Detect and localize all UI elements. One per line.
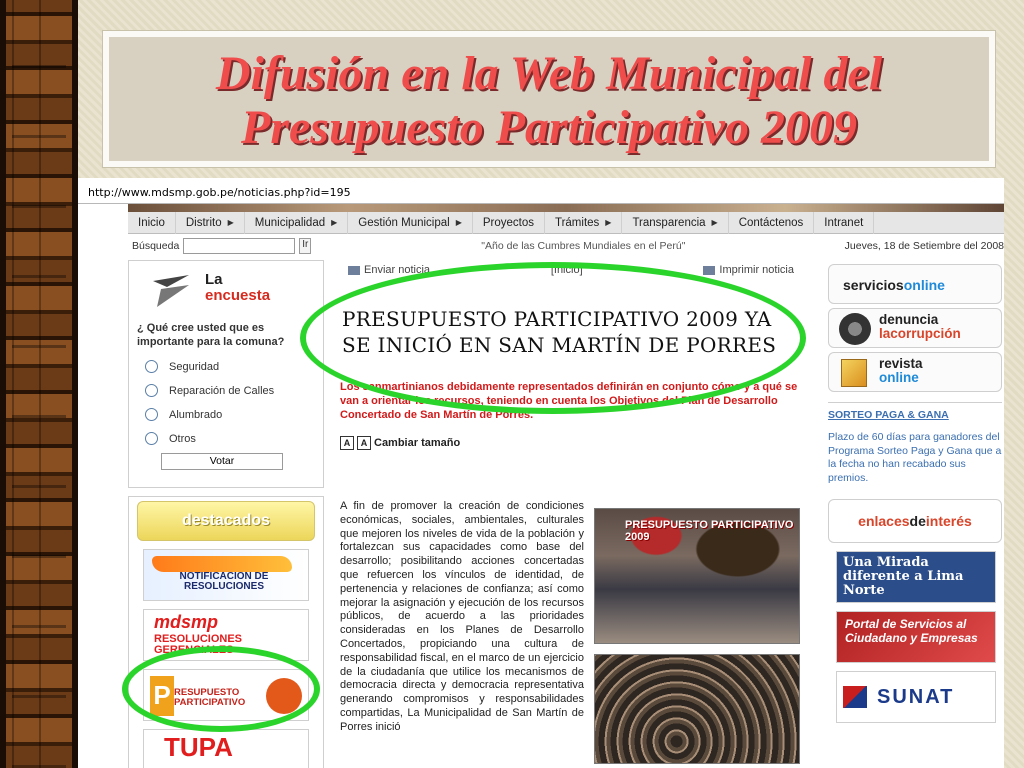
current-date: Jueves, 18 de Setiembre del 2008 bbox=[844, 240, 1004, 252]
poll-logo-line1: La bbox=[205, 271, 223, 288]
swoosh-decoration bbox=[152, 556, 292, 572]
poll-box bbox=[128, 260, 324, 488]
poll-option-label: Otros bbox=[169, 432, 196, 445]
slide-title-line2: Presupuesto Participativo 2009 bbox=[241, 101, 857, 154]
poll-question: ¿ Qué cree usted que es importante para la comuna? bbox=[137, 322, 285, 348]
lima-norte-text: Una Mirada diferente a Lima Norte bbox=[843, 555, 964, 598]
title-banner bbox=[102, 30, 996, 168]
submenu-arrow-icon: ▶ bbox=[227, 218, 234, 227]
sorteo-text: Plazo de 60 días para ganadores del Programa Sorteo Paga y Gana que a la fecha no han recabado sus premios. bbox=[828, 431, 1002, 484]
poll-option[interactable] bbox=[145, 432, 315, 445]
decorative-wood-strip bbox=[0, 0, 78, 768]
envelope-icon bbox=[348, 266, 360, 275]
tupa-banner-title: TUPA bbox=[164, 732, 233, 762]
notificacion-banner-text: NOTIFICACION DE RESOLUCIONES bbox=[179, 571, 269, 592]
poll-option-label: Reparación de Calles bbox=[169, 384, 275, 397]
notificacion-banner[interactable] bbox=[143, 549, 309, 601]
nav-item-3[interactable] bbox=[348, 212, 473, 234]
nav-item-5[interactable] bbox=[545, 212, 622, 234]
poll-option[interactable] bbox=[145, 360, 315, 373]
presupuesto-banner-letter: P bbox=[150, 676, 174, 716]
sunat-logo-icon bbox=[843, 686, 867, 708]
submenu-arrow-icon: ▶ bbox=[711, 218, 718, 227]
tupa-banner[interactable] bbox=[143, 729, 309, 768]
sunat-link[interactable] bbox=[836, 671, 996, 723]
denuncia-label: denuncia bbox=[879, 312, 939, 327]
vote-button[interactable]: Votar bbox=[161, 453, 283, 470]
nav-item-label: Intranet bbox=[824, 216, 864, 229]
printer-icon bbox=[703, 266, 715, 275]
event-photo-1 bbox=[594, 508, 800, 644]
text-larger-icon[interactable]: A bbox=[357, 436, 371, 450]
send-news-label: Enviar noticia bbox=[364, 264, 431, 276]
servicios-online-label: serviciosonline bbox=[843, 277, 945, 293]
revista-label: revista bbox=[879, 356, 923, 371]
nav-item-0[interactable] bbox=[128, 212, 176, 234]
sorteo-title[interactable]: SORTEO PAGA & GANA bbox=[828, 409, 949, 421]
home-link[interactable]: [Inicio] bbox=[550, 264, 583, 276]
slide-title bbox=[109, 47, 989, 155]
enlaces-header: enlacesdeinterés bbox=[828, 499, 1002, 543]
address-bar[interactable]: http://www.mdsmp.gob.pe/noticias.php?id=195 bbox=[78, 178, 1004, 204]
text-size-control bbox=[340, 436, 802, 450]
poll-logo-line2: encuesta bbox=[205, 287, 271, 304]
poll-option[interactable] bbox=[145, 408, 315, 421]
presupuesto-banner-text: RESUPUESTO PARTICIPATIVO bbox=[174, 687, 246, 708]
main-nav bbox=[128, 212, 1004, 234]
event-photo-1-caption: PRESUPUESTO PARTICIPATIVO 2009 bbox=[625, 519, 794, 543]
search-label: Búsqueda bbox=[132, 240, 180, 252]
radio-button[interactable] bbox=[145, 408, 158, 421]
nav-item-label: Municipalidad bbox=[254, 216, 326, 229]
sorteo-box bbox=[828, 402, 1002, 485]
right-column bbox=[820, 260, 1004, 723]
magazine-icon bbox=[841, 359, 867, 387]
nav-item-label: Transparencia bbox=[632, 216, 706, 229]
submenu-arrow-icon: ▶ bbox=[331, 218, 338, 227]
nav-item-label: Contáctenos bbox=[738, 216, 804, 229]
corrupcion-label: lacorrupción bbox=[879, 326, 961, 341]
poll-option-label: Alumbrado bbox=[169, 408, 223, 421]
denuncia-corrupcion-button[interactable] bbox=[828, 308, 1002, 348]
poll-logo bbox=[137, 267, 315, 315]
article-headline: PRESUPUESTO PARTICIPATIVO 2009 YA SE INICIÓ EN SAN MARTÍN DE PORRES bbox=[342, 307, 777, 357]
poll-swoosh-icon bbox=[149, 273, 199, 309]
text-size-label: Cambiar tamaño bbox=[374, 437, 461, 449]
revista-online-button[interactable] bbox=[828, 352, 1002, 392]
nav-item-7[interactable] bbox=[729, 212, 815, 234]
radio-button[interactable] bbox=[145, 360, 158, 373]
sunat-text: SUNAT bbox=[877, 686, 955, 708]
portal-servicios-text: Portal de Servicios al Ciudadano y Empresas bbox=[845, 617, 978, 645]
year-motto: "Año de las Cumbres Mundiales en el Perú" bbox=[481, 240, 686, 252]
article-body: A fin de promover la creación de condiciones económicas, sociales, ambientales, culturales que mejoren los niveles de vida de la población y fortalezcan sus capacidades como base del desarrollo; posibilitando acciones concertadas que refuercen los vínculos de identidad, de pertenencia y relaciones de confianza; así como mejorar la asignación y ejecución de los recursos públicos, de acuerdo a las prioridades consideradas en los Planes de Desarrollo Concertados, propiciando una cultura de responsabilidad fiscal, en el marco de un ejercicio de la ciudadanía que utilice los mecanismos de democracia directa y democracia representativa generando compromisos y responsabilidades compartidas, La Municipalidad de San Martín de Porres inició bbox=[340, 500, 584, 733]
portal-servicios-link[interactable] bbox=[836, 611, 996, 663]
nav-item-label: Proyectos bbox=[482, 216, 534, 229]
presupuesto-banner-highlight-ring bbox=[122, 646, 320, 732]
radio-button[interactable] bbox=[145, 384, 158, 397]
submenu-arrow-icon: ▶ bbox=[605, 218, 612, 227]
event-photo-2 bbox=[594, 654, 800, 764]
revista-online-label: online bbox=[879, 370, 919, 385]
search-go-button[interactable]: Ir bbox=[299, 238, 311, 254]
nav-item-label: Distrito bbox=[185, 216, 222, 229]
slide-title-line1: Difusión en la Web Municipal del bbox=[215, 47, 883, 100]
print-news-label: Imprimir noticia bbox=[719, 264, 794, 276]
nav-item-label: Trámites bbox=[554, 216, 600, 229]
nav-item-8[interactable] bbox=[814, 212, 874, 234]
text-smaller-icon[interactable]: A bbox=[340, 436, 354, 450]
servicios-online-button[interactable] bbox=[828, 264, 1002, 304]
poll-option[interactable] bbox=[145, 384, 315, 397]
nav-item-6[interactable] bbox=[622, 212, 728, 234]
lima-norte-link[interactable] bbox=[836, 551, 996, 603]
destacados-header: destacados bbox=[137, 501, 315, 541]
radio-button[interactable] bbox=[145, 432, 158, 445]
resoluciones-banner-title: mdsmp bbox=[154, 612, 219, 632]
nav-item-label: Gestión Municipal bbox=[358, 216, 450, 229]
search-input[interactable] bbox=[183, 238, 295, 254]
print-news-link[interactable] bbox=[703, 264, 794, 276]
search-row bbox=[128, 236, 1004, 256]
nav-item-4[interactable] bbox=[473, 212, 545, 234]
headline-highlight-ring bbox=[300, 262, 806, 414]
article-lead: Los sanmartinianos debidamente representados definirán en conjunto cómo y a qué se van a orientar los recursos, teniendo en cuenta los Objetivos del Plan de Desarrollo Concertado de San Martín de Porres. bbox=[340, 381, 798, 421]
nav-item-1[interactable] bbox=[176, 212, 245, 234]
submenu-arrow-icon: ▶ bbox=[455, 218, 462, 227]
resoluciones-banner-sub: RESOLUCIONES GERENCIALES bbox=[154, 633, 243, 656]
nav-item-2[interactable] bbox=[245, 212, 348, 234]
speaker-icon bbox=[839, 313, 871, 345]
poll-option-label: Seguridad bbox=[169, 360, 220, 373]
nav-item-label: Inicio bbox=[138, 216, 165, 229]
